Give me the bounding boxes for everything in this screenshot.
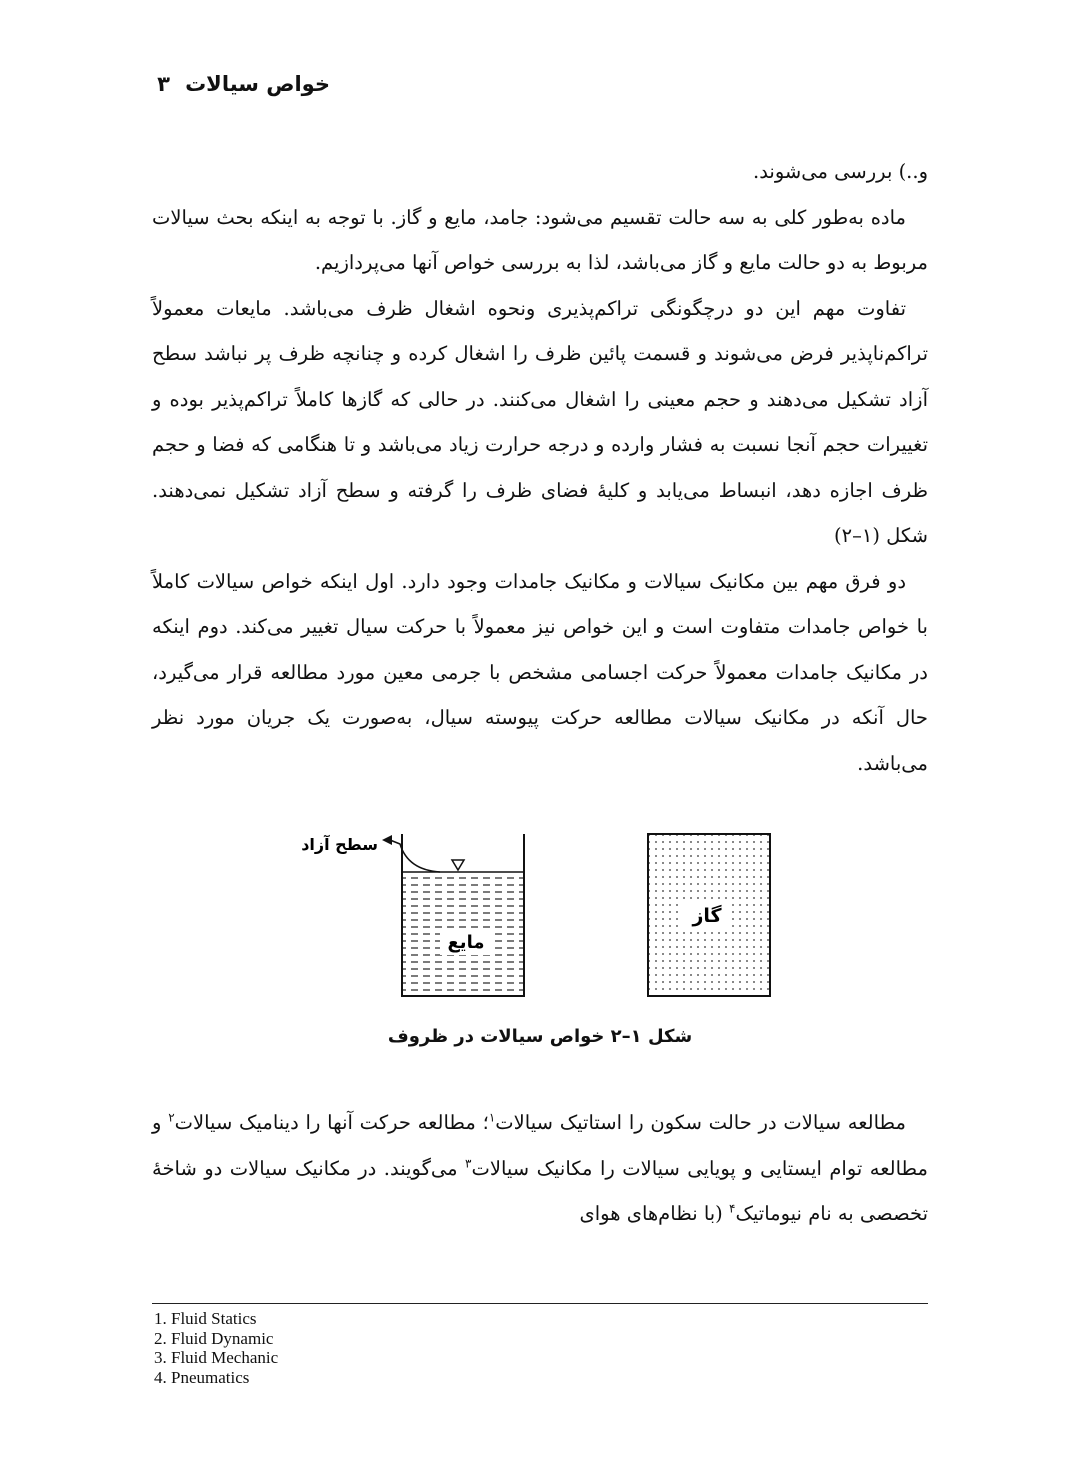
free-surface-marker [452,860,464,870]
paragraph-fluid-vs-solid: دو فرق مهم بین مکانیک سیالات و مکانیک جامدات وجود دارد. اول اینکه خواص سیالات کاملاً با خواص جامدات متفاوت است و این خواص نیز معمولاً با حرکت سیال تغییر می‌کند. دوم اینکه در مکانیک جامدات معمولاً حرکت اجسامی مشخص با جرمی معین مورد مطالعه قرار می‌گیرد، حال آنکه در مکانیک سیالات مطالعه حرکت پیوسته سیال، به‌صورت یک جریان مورد نظر می‌باشد. [152,569,928,775]
running-header [150,72,930,106]
text-run: می‌گویند. در مکانیک سیالات دو شاخهٔ تخصصی به نام نیوماتیک [152,1156,928,1225]
gas-container [648,834,770,996]
body-text-top [152,149,928,786]
footnote-item: 3. Fluid Mechanic [154,1348,279,1367]
footnotes [154,1309,278,1387]
footnote-ref-1: ۱ [488,1110,496,1125]
page-number: ۳ [157,72,170,96]
footnote-item: 1. Fluid Statics [154,1309,257,1328]
footnote-item: 2. Fluid Dynamic [154,1328,274,1348]
text-run: مطالعه سیالات در حالت سکون را استاتیک سیالات [495,1111,906,1134]
footnote-ref-2: ۲ [168,1110,175,1125]
paragraph-continuation: و..) بررسی می‌شوند. [753,160,928,183]
leader-line [390,840,440,872]
paragraph-compressibility: تفاوت مهم این دو درچگونگی تراکم‌پذیری ونحوه اشغال ظرف می‌باشد. مایعات معمولاً تراکم‌ناپذیر فرض می‌شوند و قسمت پائین ظرف را اشغال کرده و چنانچه ظرف پر نباشد سطح آزاد تشکیل می‌دهند و حجم معینی را اشغال می‌کنند. در حالی که گازها کاملاً تراکم‌پذیر بوده و تغییرات حجم آنجا نسبت به فشار وارده و درجه حرارت زیاد می‌باشد و تا هنگامی که فضا و حجم ظرف اجازه دهد، انبساط می‌یابد و کلیهٔ فضای ظرف را گرفته و سطح آزاد تشکیل نمی‌دهند. شکل (۱–۲) [152,296,928,547]
body-text-bottom [152,1100,928,1237]
text-run: و مطالعه توام ایستایی و پویایی سیالات را مکانیک سیالات [152,1111,928,1180]
figure-fluids-in-containers [290,826,790,1006]
footnote-item: 4. Pneumatics [154,1367,250,1387]
liquid-label: مایع [447,932,485,953]
free-surface-label: سطح آزاد [301,835,378,854]
figure-caption: شکل ۱–۲ خواص سیالات در ظروف [387,1026,693,1047]
paragraph-states-of-matter: ماده به‌طور کلی به سه حالت تقسیم می‌شود: جامد، مایع و گاز. با توجه به اینکه بحث سیالات مربوط به دو حالت مایع و گاز می‌باشد، لذا به بررسی خواص آنها می‌پردازیم. [152,205,928,274]
liquid-container [382,834,524,996]
paragraph-fluid-branches [152,1100,928,1237]
gas-label: گاز [692,905,722,927]
footnote-ref-4: ۴ [729,1201,736,1216]
text-run: (با نظام‌های هوای [579,1202,729,1225]
text-run: ؛ مطالعه حرکت آنها را دینامیک سیالات [174,1111,489,1134]
chapter-title: خواص سیالات [185,72,330,96]
footnote-ref-3: ۳ [465,1156,472,1170]
footnote-divider [152,1303,928,1304]
